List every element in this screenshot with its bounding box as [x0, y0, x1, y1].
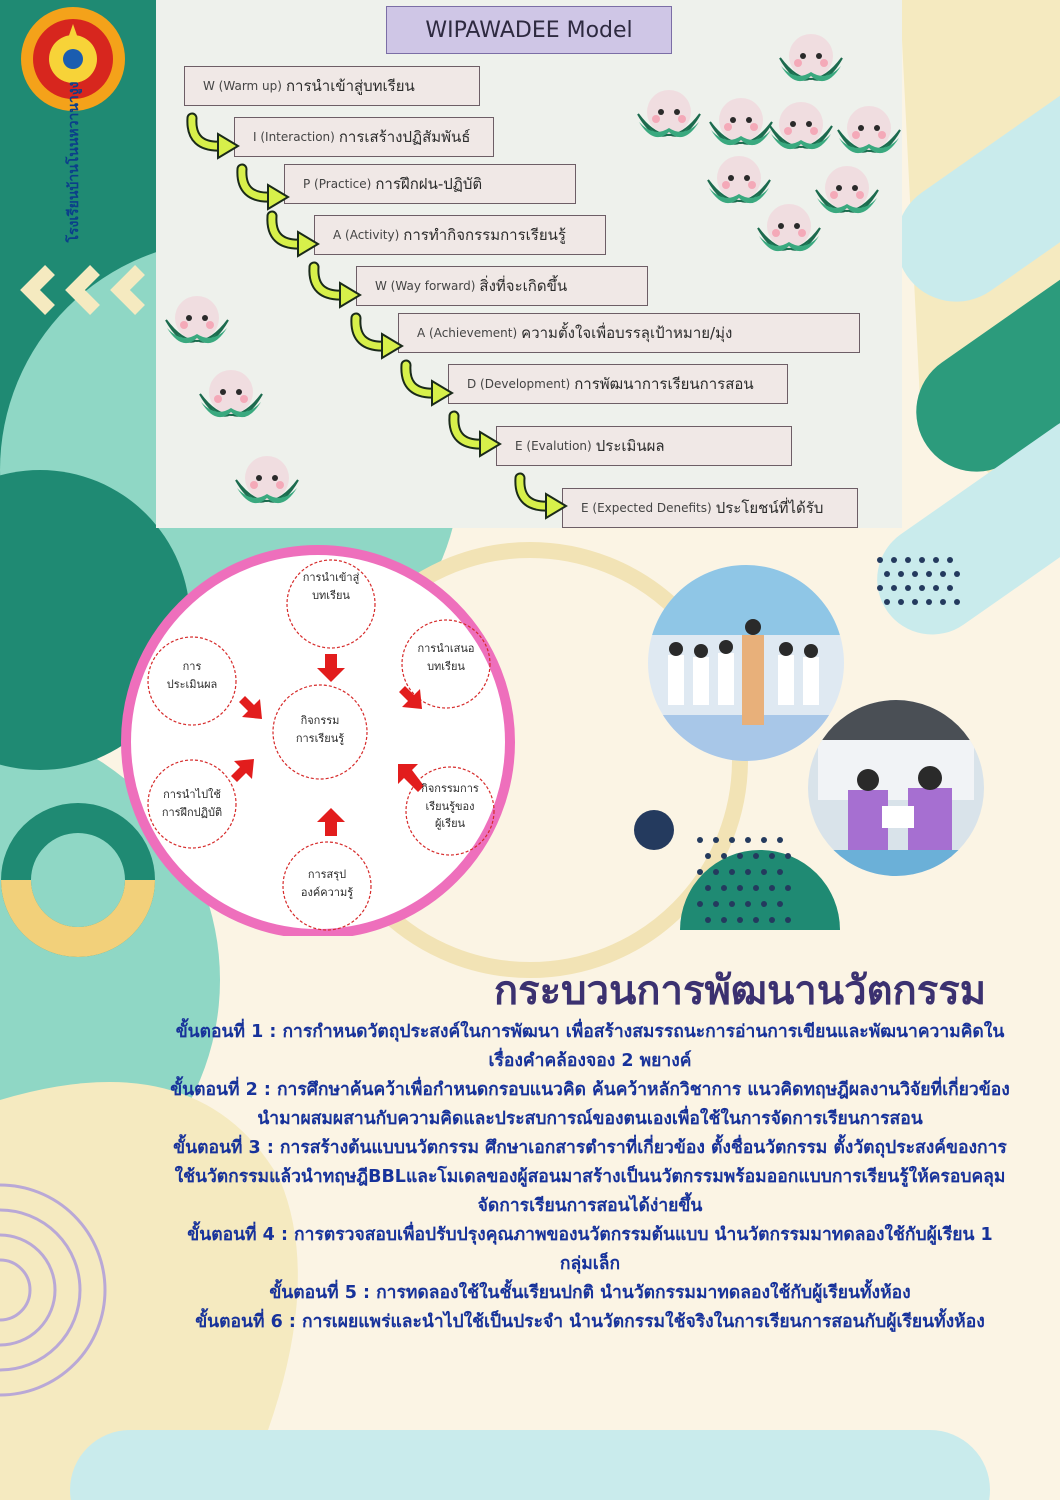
dot-pattern — [769, 853, 775, 859]
dot-pattern — [905, 585, 911, 591]
model-step-code: D (Development) — [467, 377, 571, 391]
step-1-text: ขั้นตอนที่ 1 : การกำหนดวัตถุประสงค์ในการพัฒนา เพื่อสร้างสมรรถนะการอ่านการเขียนและพัฒนาความคิดในเรื่องคำคล้องจอง 2 พยางค์ — [175, 1022, 1005, 1071]
dot-pattern — [737, 885, 743, 891]
award-photo — [808, 700, 984, 876]
dot-pattern — [777, 901, 783, 907]
dot-pattern — [729, 837, 735, 843]
dot-pattern — [919, 557, 925, 563]
dot-pattern — [891, 585, 897, 591]
dot-pattern — [769, 885, 775, 891]
development-steps — [170, 1018, 1010, 1337]
model-step-9 — [562, 488, 858, 528]
dot-pattern — [737, 853, 743, 859]
node-student-learning: กิจกรรมการ เรียนรู้ของ ผู้เรียน — [421, 782, 479, 831]
step-5-text: ขั้นตอนที่ 5 : การทดลองใช้ในชั้นเรียนปกติ นำนวัตกรรมมาทดลองใช้กับผู้เรียนทั้งห้อง — [269, 1283, 911, 1303]
model-step-label: การทำกิจกรรมการเรียนรู้ — [403, 226, 566, 244]
dumpling-character-icon — [766, 96, 836, 166]
dot-pattern — [705, 885, 711, 891]
step-3-text: ขั้นตอนที่ 3 : การสร้างต้นแบบนวัตกรรม ศึกษาเอกสารตำราที่เกี่ยวข้อง ตั้งชื่อนวัตกรรม ตั้งวัตถุประสงค์ของการใช้นวัตกรรมแล้วนำทฤษฎีBBLและโมเดลของผู้สอนมาสร้างเป็นนวัตกรรมพร้อมออกแบบการเรียนรู้ให้ครอบคลุม จัดการเรียนการสอนได้ง่ายขึ้น — [173, 1138, 1007, 1216]
model-step-code: E (Evalution) — [515, 439, 592, 453]
dot-pattern — [753, 917, 759, 923]
dot-pattern — [761, 837, 767, 843]
dumpling-character-icon — [196, 364, 266, 434]
dot-pattern — [729, 901, 735, 907]
step-4-text: ขั้นตอนที่ 4 : การตรวจสอบเพื่อปรับปรุงคุณภาพของนวัตกรรมต้นแบบ นำนวัตกรรมมาทดลองใช้กับผู้เรียน 1 กลุ่มเล็ก — [187, 1225, 993, 1274]
dot-pattern — [745, 837, 751, 843]
dot-pattern — [697, 901, 703, 907]
dot-pattern — [713, 869, 719, 875]
dot-pattern — [705, 853, 711, 859]
dot-pattern — [753, 853, 759, 859]
node-center: กิจกรรม การเรียนรู้ — [295, 714, 345, 745]
model-step-code: A (Activity) — [333, 228, 400, 242]
page-heading: กระบวนการพัฒนานวัตกรรม — [493, 968, 987, 1014]
model-step-label: การพัฒนาการเรียนการสอน — [574, 375, 754, 393]
dot-pattern — [877, 557, 883, 563]
dot-pattern — [933, 585, 939, 591]
dot-pattern — [729, 869, 735, 875]
dot-pattern — [954, 571, 960, 577]
dot-pattern — [697, 837, 703, 843]
wipawadee-model-panel — [156, 0, 902, 528]
dot-pattern — [926, 599, 932, 605]
dot-pattern — [721, 853, 727, 859]
dot-pattern — [761, 869, 767, 875]
dumpling-character-icon — [162, 290, 232, 360]
model-step-3 — [284, 164, 576, 204]
dot-pattern — [919, 585, 925, 591]
model-step-label: ประเมินผล — [595, 437, 665, 455]
model-step-label: ความตั้งใจเพื่อบรรลุเป้าหมาย/มุ่ง — [521, 324, 733, 342]
node-summary: การสรุป องค์ความรู้ — [300, 868, 354, 899]
model-step-code: W (Warm up) — [203, 79, 282, 93]
dumpling-character-icon — [232, 450, 302, 520]
model-step-label: การนำเข้าสู่บทเรียน — [285, 77, 415, 95]
dumpling-character-icon — [754, 198, 824, 268]
dot-pattern — [713, 837, 719, 843]
dot-pattern — [705, 917, 711, 923]
dot-pattern — [721, 917, 727, 923]
dot-pattern — [912, 571, 918, 577]
school-name: โรงเรียนบ้านโนนหวานางูง — [66, 81, 82, 243]
dot-pattern — [785, 853, 791, 859]
model-step-2 — [234, 117, 494, 157]
curved-arrow-icon — [510, 470, 580, 520]
dot-pattern — [947, 557, 953, 563]
dot-pattern — [940, 599, 946, 605]
dot-pattern — [912, 599, 918, 605]
dot-pattern — [877, 585, 883, 591]
learning-activity-diagram — [110, 536, 580, 936]
curved-arrow-icon — [262, 208, 332, 258]
model-step-label: การฝึกฝน-ปฏิบัติ — [375, 175, 483, 193]
model-step-code: I (Interaction) — [253, 130, 335, 144]
curved-arrow-icon — [346, 310, 416, 360]
dot-pattern — [905, 557, 911, 563]
dot-pattern — [898, 599, 904, 605]
node-intro: การนำเข้าสู่ บทเรียน — [302, 571, 360, 602]
model-step-code: P (Practice) — [303, 177, 372, 191]
dot-pattern — [697, 869, 703, 875]
model-step-6 — [398, 313, 860, 353]
dot-pattern — [777, 869, 783, 875]
dot-pattern — [891, 557, 897, 563]
dot-pattern — [753, 885, 759, 891]
dot-pattern — [785, 885, 791, 891]
dot-pattern — [721, 885, 727, 891]
dot-pattern — [898, 571, 904, 577]
step-6-text: ขั้นตอนที่ 6 : การเผยแพร่และนำไปใช้เป็นประจำ นำนวัตกรรมใช้จริงในการเรียนการสอนกับผู้เรียนทั้งห้อง — [195, 1312, 985, 1332]
dot-pattern — [777, 837, 783, 843]
node-presentation: การนำเสนอ บทเรียน — [417, 642, 475, 673]
model-step-5 — [356, 266, 648, 306]
dot-pattern — [884, 599, 890, 605]
curved-arrow-icon — [232, 161, 302, 211]
dumpling-character-icon — [776, 28, 846, 98]
model-step-label: สิ่งที่จะเกิดขึ้น — [479, 277, 568, 295]
step-2-text: ขั้นตอนที่ 2 : การศึกษาค้นคว้าเพื่อกำหนดกรอบแนวคิด ค้นคว้าหลักวิชาการ แนวคิดทฤษฎีผลงานวิจัยที่เกี่ยวข้องนำมาผสมผสานกับความคิดและประสบการณ์ของตนเองเพื่อใช้ในการจัดการเรียนการสอน — [170, 1080, 1010, 1129]
dot-pattern — [785, 917, 791, 923]
dot-pattern — [940, 571, 946, 577]
dot-pattern — [745, 901, 751, 907]
node-practice: การนำไปใช้ การฝึกปฏิบัติ — [161, 788, 223, 819]
dot-pattern — [926, 571, 932, 577]
curved-arrow-icon — [444, 408, 514, 458]
dumpling-character-icon — [634, 84, 704, 154]
dot-pattern — [954, 599, 960, 605]
model-step-code: E (Expected Denefits) — [581, 501, 712, 515]
model-step-8 — [496, 426, 792, 466]
model-step-7 — [448, 364, 788, 404]
model-step-label: ประโยชน์ที่ได้รับ — [715, 499, 824, 517]
classroom-photo — [648, 565, 844, 761]
dot-pattern — [947, 585, 953, 591]
model-step-4 — [314, 215, 606, 255]
model-title: WIPAWADEE Model — [386, 6, 672, 54]
dot-pattern — [884, 571, 890, 577]
model-step-1 — [184, 66, 480, 106]
dot-pattern — [769, 917, 775, 923]
dot-pattern — [933, 557, 939, 563]
dot-pattern — [737, 917, 743, 923]
model-step-label: การเสร้างปฏิสัมพันธ์ — [338, 128, 471, 146]
dot-pattern — [745, 869, 751, 875]
curved-arrow-icon — [304, 259, 374, 309]
curved-arrow-icon — [182, 110, 252, 160]
model-step-code: W (Way forward) — [375, 279, 476, 293]
node-evaluation: การ ประเมินผล — [166, 660, 218, 691]
dot-pattern — [713, 901, 719, 907]
curved-arrow-icon — [396, 357, 466, 407]
dot-pattern — [761, 901, 767, 907]
model-step-code: A (Achievement) — [417, 326, 518, 340]
